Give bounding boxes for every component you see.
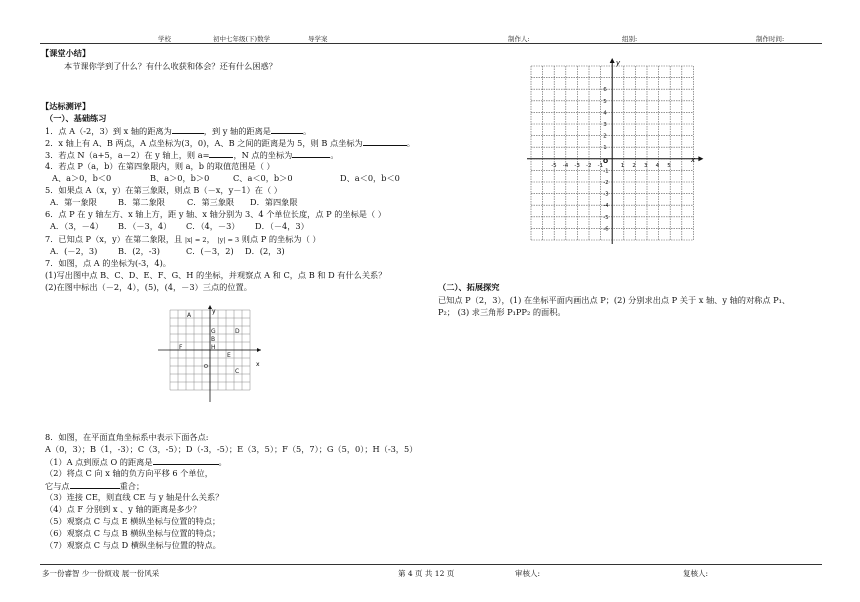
question-1: 1．点 A（-2，3）到 x 轴的距离为 ，到 y 轴的距离是 。 xyxy=(45,126,312,136)
question-8-part3: （3）连接 CE，则直线 CE 与 y 轴是什么关系？ xyxy=(45,492,224,502)
summary-prompt: 本节课你学到了什么？有什么收获和体会？还有什么困惑？ xyxy=(64,61,277,71)
header-school: 学校 xyxy=(158,35,171,43)
big-grid-y-tick-label: -6 xyxy=(603,226,609,233)
header-rule xyxy=(40,43,822,44)
test-heading: 【达标测评】 xyxy=(41,101,91,111)
question-7: 7．已知点 P（x，y）在第二象限，且 |x| = 2， |y| = 3 则点 P 的坐标为（ ） xyxy=(45,234,321,244)
header-subject: 初中七年级(下)数学 xyxy=(213,35,271,43)
big-grid-y-tick-label: 6 xyxy=(603,87,607,94)
big-grid-x-tick-label: -3 xyxy=(574,162,580,169)
q7-option-b: B．(2，-3) xyxy=(118,246,160,256)
basic-heading: （一）、基础练习 xyxy=(45,113,107,123)
q7-option-c: C．(－3，2) xyxy=(186,246,234,256)
footer-rule xyxy=(40,564,822,565)
q6-option-d: D．（－4，3） xyxy=(255,221,309,231)
question-3: 3．若点 N（a+5，a－2）在 y 轴上，则 a= ，N 点的坐标为 。 xyxy=(45,150,339,160)
small-grid-x-label: x xyxy=(256,361,260,368)
small-grid-point-label: D xyxy=(235,328,240,335)
question-6: 6．点 P 在 y 轴左方、x 轴上方，距 y 轴、x 轴分别为 3、4 个单位长度，点 P 的坐标是（ ） xyxy=(45,209,386,219)
question-5: 5．如果点 A（x，y）在第三象限，则点 B（－x，y－1）在（ ） xyxy=(45,185,282,195)
question-8: 8．如图，在平面直角坐标系中表示下面各点: xyxy=(45,432,209,442)
big-grid-x-tick-label: 4 xyxy=(655,162,660,169)
footer-reviewer: 审核人: xyxy=(515,569,541,578)
small-grid-points xyxy=(179,312,240,375)
extend-line-1: 已知点 P（2，3），(1) 在坐标平面内画出点 P；(2) 分别求出点 P 关于 x 轴、y 轴的对称点 P₁、 xyxy=(438,295,791,305)
big-grid-x-tick-label: -4 xyxy=(562,162,569,169)
big-grid-x-tick-label: -2 xyxy=(586,162,592,169)
big-grid-y-tick-label: 3 xyxy=(603,122,607,128)
small-grid-point-label: B xyxy=(211,336,216,343)
extend-line-2: P₂； (3) 求三角形 P₁PP₂ 的面积。 xyxy=(438,307,566,317)
big-grid-tick-labels xyxy=(551,87,671,232)
big-grid-y-tick-label: -3 xyxy=(603,191,609,198)
header-time: 制作时间: xyxy=(756,35,785,43)
big-grid-y-tick-label: 5 xyxy=(603,98,607,105)
question-8-part4: （4）点 F 分别到 x 、y 轴的距离是多少？ xyxy=(45,504,201,514)
header-group: 组别: xyxy=(622,35,638,43)
small-grid-point-label: E xyxy=(227,352,231,359)
big-grid-y-tick-label: 4 xyxy=(603,110,607,117)
big-grid-x-tick-label: 1 xyxy=(620,162,625,169)
small-grid-y-label: y xyxy=(212,308,216,315)
footer-checker: 复核人: xyxy=(683,569,709,578)
big-grid-x-label: x xyxy=(691,156,696,164)
big-grid-x-tick-label: 5 xyxy=(667,162,671,169)
small-grid-point-label: F xyxy=(179,344,183,351)
big-grid-y-tick-label: 2 xyxy=(603,133,607,140)
footer-motto: 多一份睿智 少一份烦戏 展一份风采 xyxy=(42,569,160,578)
big-grid-x-tick-label: 3 xyxy=(644,162,648,169)
q4-option-a: A、a＞0，b＜0 xyxy=(52,173,112,183)
big-grid-y-tick-label: -2 xyxy=(603,180,609,186)
big-grid-y-tick-label: -4 xyxy=(603,203,609,210)
big-grid-x-arrow xyxy=(698,156,703,161)
q6-option-a: A．（3，－4） xyxy=(50,221,104,231)
small-grid-point-label: G xyxy=(211,328,216,335)
q7-option-a: A．(－2，3) xyxy=(50,246,98,256)
question-4: 4．若点 P（a，b）在第四象限内，则 a，b 的取值范围是（ ） xyxy=(45,161,275,171)
question-8-part2-cont: 它与点 重合； xyxy=(45,481,145,491)
small-grid-figure xyxy=(155,304,265,404)
q4-option-b: B、a＞0，b＞0 xyxy=(150,173,210,183)
q5-option-c: C．第三象限 xyxy=(187,197,235,207)
q4-option-c: C、a＜0，b＞0 xyxy=(233,173,293,183)
question-8-part5: （5）观察点 C 与点 E 横纵坐标与位置的特点； xyxy=(45,516,221,526)
big-grid-figure xyxy=(524,58,704,250)
small-grid-point-label: C xyxy=(235,368,240,375)
big-grid-y-tick-label: 1 xyxy=(603,145,607,152)
big-grid-y-label: y xyxy=(616,59,621,67)
big-grid-x-tick-label: -5 xyxy=(551,162,557,169)
big-grid-x-tick-label: 2 xyxy=(632,162,636,169)
summary-heading: 【课堂小结】 xyxy=(41,48,91,58)
question-8-part7: （7）观察点 C 与点 D 横纵坐标与位置的特点。 xyxy=(45,540,221,550)
big-grid-y-tick-label: -1 xyxy=(603,168,609,175)
question-2: 2．x 轴上有 A、B 两点，A 点坐标为(3，0)，A、B 之间的距离是为 5，则 B 点坐标为 。 xyxy=(45,138,415,148)
extend-heading: （二）、拓展探究 xyxy=(438,282,500,292)
q5-option-d: D．第四象限 xyxy=(250,197,298,207)
big-grid-y-arrow xyxy=(610,58,615,63)
header-doc-type: 导学案 xyxy=(308,35,328,43)
big-grid-axes xyxy=(527,58,703,244)
q4-option-d: D、a＜0，b＜0 xyxy=(340,173,400,183)
question-7b-part1: (1)写出图中点 B、C、D、E、F、G、H 的坐标，并观察点 A 和 C，点 B 和 D 有什么关系？ xyxy=(45,270,387,280)
small-grid-axes xyxy=(158,305,261,402)
small-grid-origin: O xyxy=(204,364,208,370)
question-8-part1: （1）A 点到原点 O 的距离是 。 xyxy=(45,457,227,467)
small-grid-point-label: A xyxy=(187,312,192,319)
question-8-part2: （2）将点 C 向 x 轴的负方向平移 6 个单位， xyxy=(45,468,213,478)
footer-page-number: 第 4 页 共 12 页 xyxy=(398,569,455,578)
q5-option-b: B．第二象限 xyxy=(118,197,165,207)
q5-option-a: A．第一象限 xyxy=(50,197,97,207)
question-8-points: A（0，3）；B（1，-3）；C（3，-5）；D（-3，-5）；E（3，5）；F（5，7）；G（5，0）；H（-3，5） xyxy=(45,444,418,454)
small-grid-point-label: H xyxy=(211,344,216,351)
small-grid-x-arrow xyxy=(257,348,261,352)
header-author: 制作人: xyxy=(508,35,530,43)
big-grid-x-tick-label: -1 xyxy=(597,162,604,169)
big-grid-y-tick-label: -5 xyxy=(603,214,609,221)
big-grid-origin: O xyxy=(603,158,609,165)
q7-option-d: D．(2，3) xyxy=(245,246,285,256)
q6-option-c: C．（4，－3） xyxy=(186,221,240,231)
question-7b: 7．如图，点 A 的坐标为(-3，4)。 xyxy=(45,258,171,268)
q6-option-b: B．（－3，4） xyxy=(118,221,172,231)
question-7b-part2: (2)在图中标出（－2，4），(5)，(4，－3）三点的位置。 xyxy=(45,282,252,292)
question-8-part6: （6）观察点 C 与点 B 横纵坐标与位置的特点； xyxy=(45,528,221,538)
